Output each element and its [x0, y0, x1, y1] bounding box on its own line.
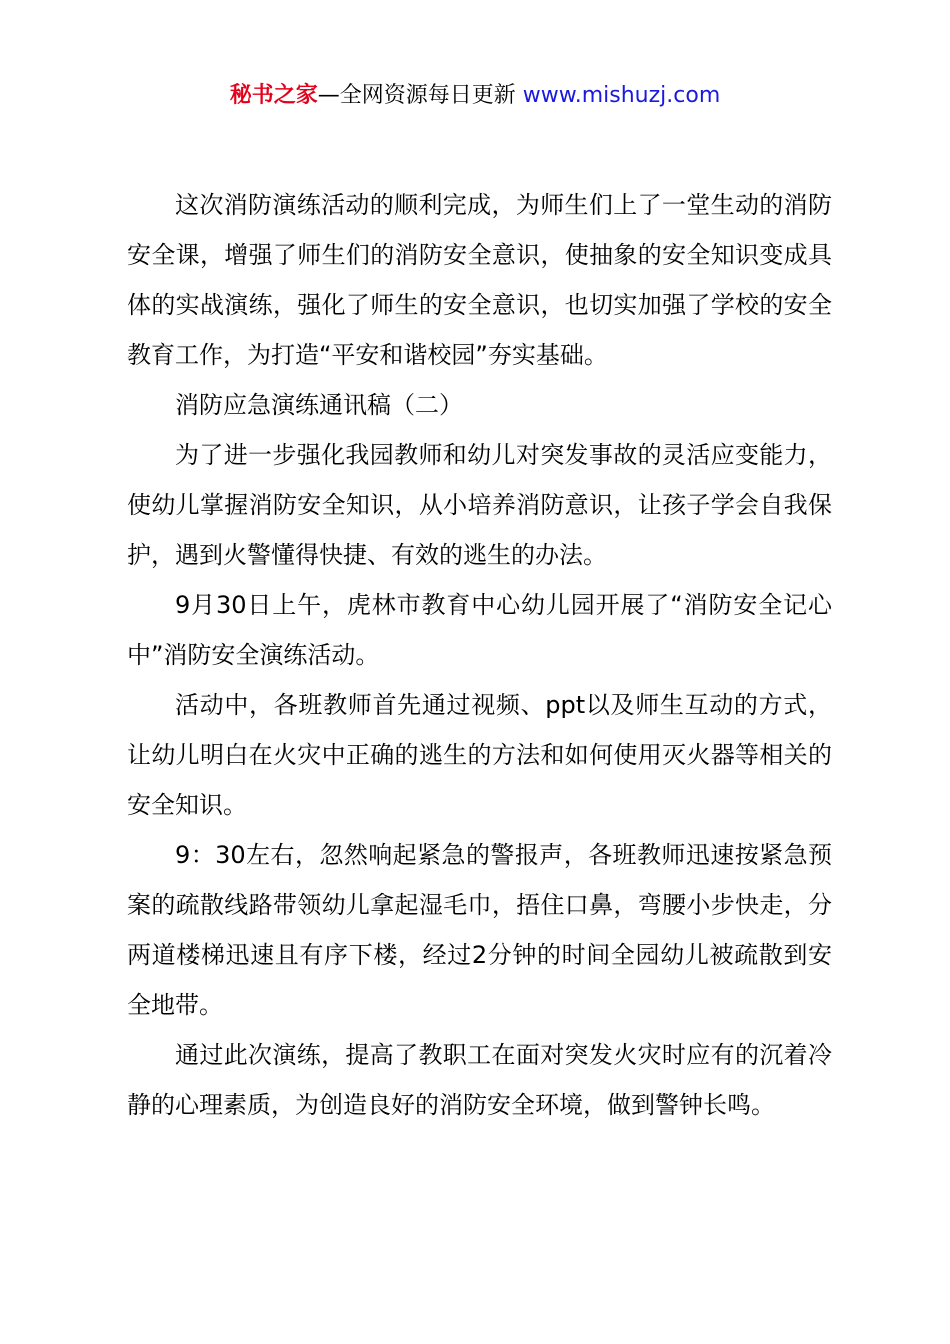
brand-name: 秘书之家 — [229, 83, 318, 108]
paragraph-summary: 通过此次演练，提高了教职工在面对突发火灾时应有的沉着冷静的心理素质，为创造良好的消防安全环境，做到警钟长鸣。 — [127, 1041, 832, 1119]
paragraph-purpose: 为了进一步强化我园教师和幼儿对突发事故的灵活应变能力，使幼儿掌握消防安全知识，从小培养消防意识，让孩子学会自我保护，遇到火警懂得快捷、有效的逃生的办法。 — [127, 441, 832, 569]
paragraph-activity: 活动中，各班教师首先通过视频、ppt以及师生互动的方式，让幼儿明白在火灾中正确的逃生的方法和如何使用灭火器等相关的安全知识。 — [127, 691, 832, 819]
article-body — [127, 180, 832, 1130]
page-header — [0, 80, 950, 112]
paragraph-event-date: 9月30日上午，虎林市教育中心幼儿园开展了“消防安全记心中”消防安全演练活动。 — [127, 591, 832, 669]
paragraph-drill: 9：30左右，忽然响起紧急的警报声，各班教师迅速按紧急预案的疏散线路带领幼儿拿起湿毛巾，捂住口鼻，弯腰小步快走，分两道楼梯迅速且有序下楼，经过2分钟的时间全园幼儿被疏散到安全地带。 — [127, 841, 832, 1019]
header-tagline: —全网资源每日更新 — [317, 83, 523, 108]
site-url-link[interactable]: www.mishuzj.com — [522, 83, 721, 108]
section-heading: 消防应急演练通讯稿（二） — [175, 391, 463, 419]
paragraph-conclusion: 这次消防演练活动的顺利完成，为师生们上了一堂生动的消防安全课，增强了师生们的消防安全意识，使抽象的安全知识变成具体的实战演练，强化了师生的安全意识，也切实加强了学校的安全教育工作，为打造“平安和谐校园”夯实基础。 — [127, 191, 832, 369]
